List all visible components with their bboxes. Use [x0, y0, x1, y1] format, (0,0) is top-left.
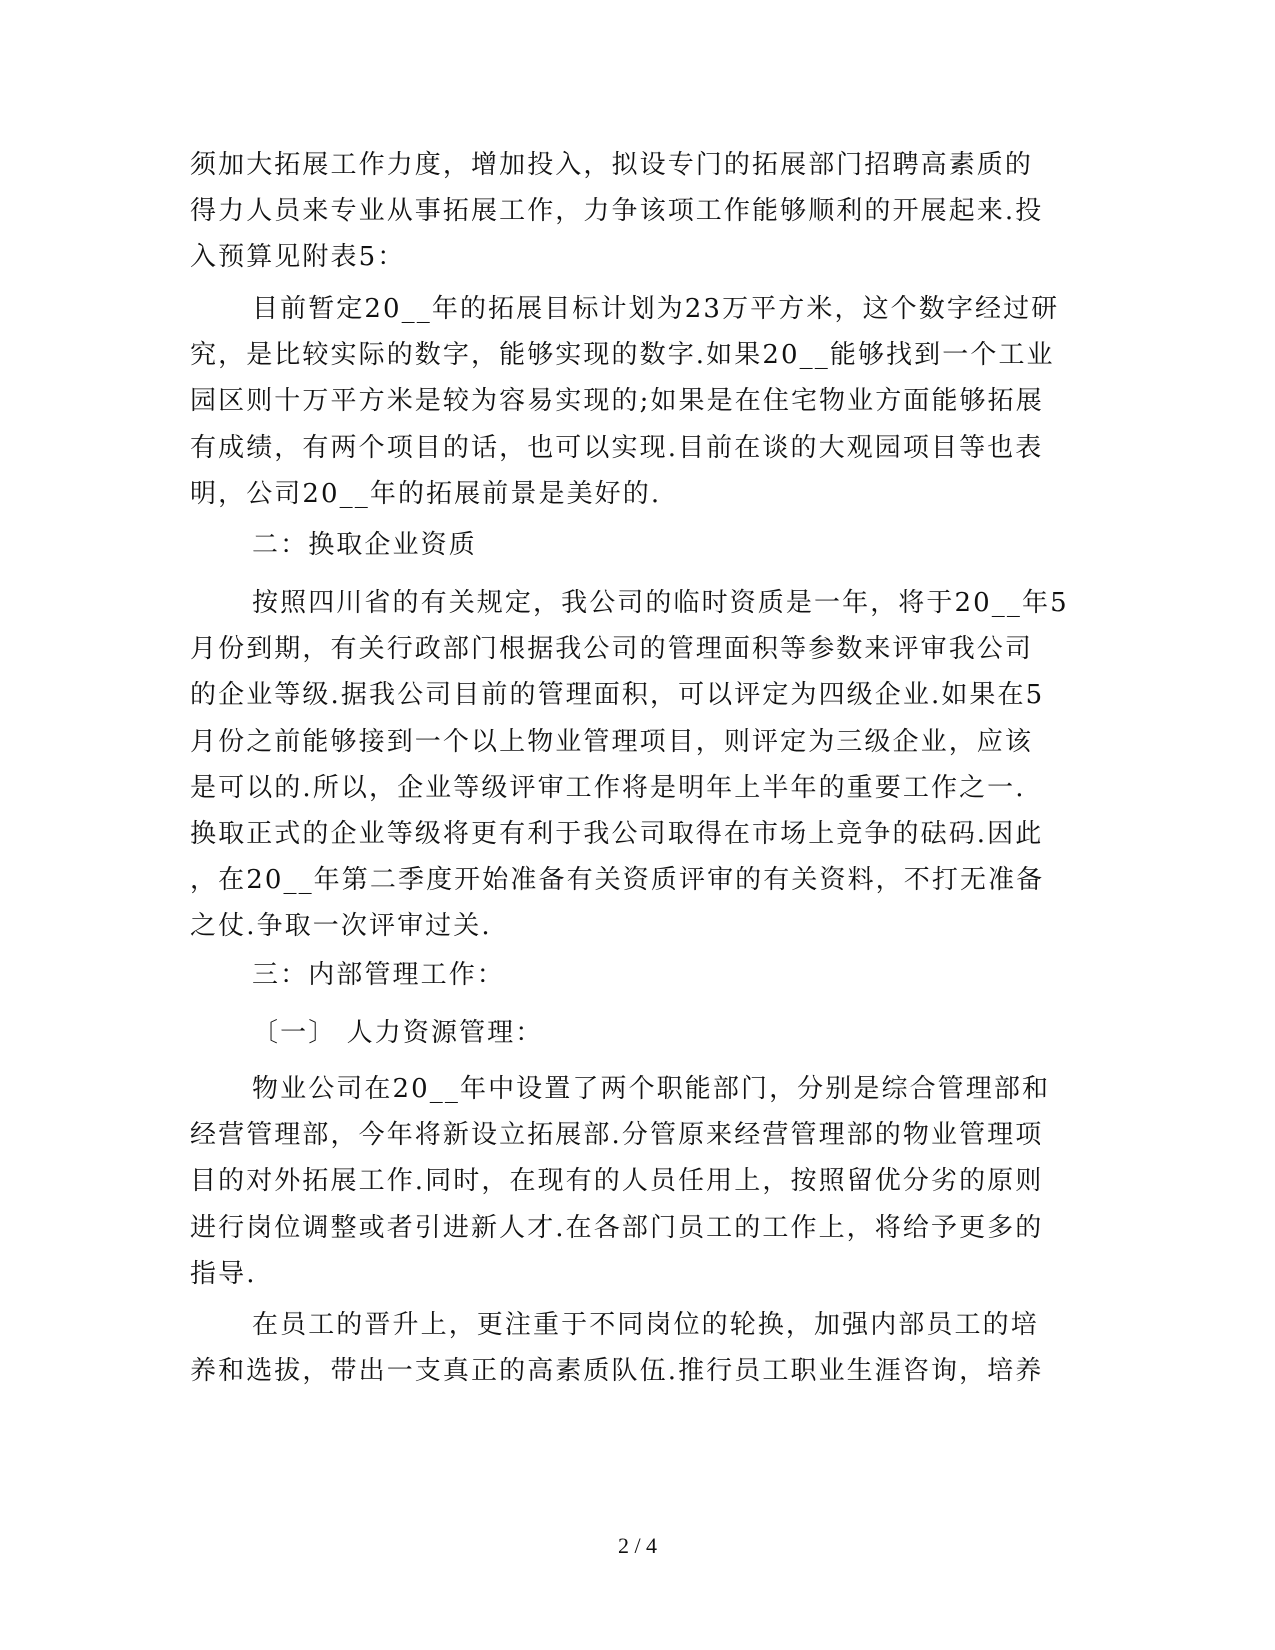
page-number: 2 / 4 — [617, 1533, 658, 1558]
paragraph-expansion-investment: 须加大拓展工作力度，增加投入，拟设专门的拓展部门招聘高素质的 得力人员来专业从事拓展工作，力争该项工作能够顺利的开展起来.投 入预算见附表5： — [190, 150, 1044, 273]
paragraph-promotion: 在员工的晋升上，更注重于不同岗位的轮换，加强内部员工的培 养和选拔，带出一支真正的高素质队伍.推行员工职业生涯咨询，培养 — [190, 1310, 1044, 1387]
section-heading-internal-management: 三：内部管理工作： — [252, 960, 505, 990]
paragraph-departments: 物业公司在20__年中设置了两个职能部门，分别是综合管理部和 经营管理部，今年将新设立拓展部.分管原来经营管理部的物业管理项 目的对外拓展工作.同时，在现有的人员任用上，按照留优分劣的原则 进行岗位调整或者引进新人才.在各部门员工的工作上，将给予更多的 指导. — [190, 1074, 1051, 1289]
subsection-heading-human-resources: 〔一〕 人力资源管理： — [252, 1018, 544, 1048]
paragraph-qualification: 按照四川省的有关规定，我公司的临时资质是一年，将于20__年5 月份到期，有关行政部门根据我公司的管理面积等参数来评审我公司 的企业等级.据我公司目前的管理面积，可以评定为四级企业.如果在5 月份之前能够接到一个以上物业管理项目，则评定为三级企业，应该 是可以的.所以，企业等级评审工作将是明年上半年的重要工作之一. 换取正式的企业等级将更有利于我公司取得在市场上竞争的砝码.因此 ，在20__年第二季度开始准备有关资质评审的有关资料，不打无准备 之仗.争取一次评审过关. — [190, 588, 1069, 942]
section-heading-qualification: 二：换取企业资质 — [252, 530, 477, 560]
paragraph-expansion-target: 目前暂定20__年的拓展目标计划为23万平方米，这个数字经过研 究，是比较实际的数字，能够实现的数字.如果20__能够找到一个工业 园区则十万平方米是较为容易实现的;如果是在住宅物业方面能够拓展 有成绩，有两个项目的话，也可以实现.目前在谈的大观园项目等也表 明，公司20__年的拓展前景是美好的. — [190, 294, 1060, 509]
